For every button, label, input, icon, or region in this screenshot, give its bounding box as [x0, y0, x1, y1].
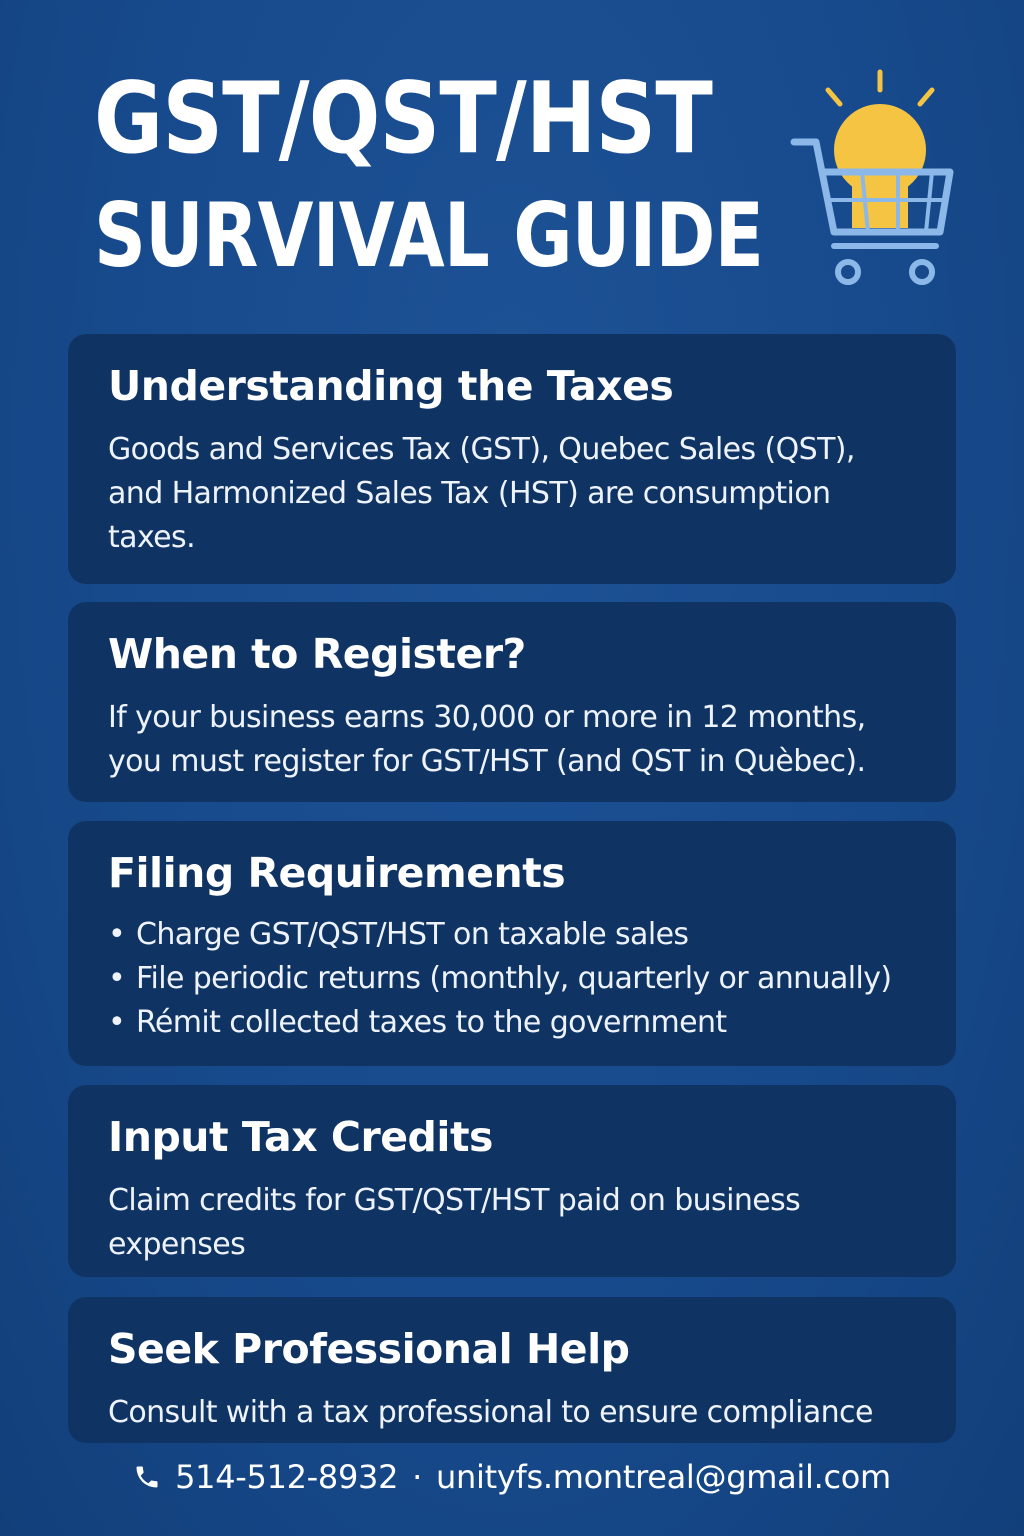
list-item: • Charge GST/QST/HST on taxable sales	[108, 917, 689, 952]
section-understanding-taxes	[68, 334, 956, 584]
section-input-tax-credits	[68, 1085, 956, 1277]
section-title: When to Register?	[108, 630, 526, 678]
section-body: Consult with a tax professional to ensure compliance	[108, 1395, 873, 1430]
list-item-text: Rémit collected taxes to the government	[136, 1005, 727, 1040]
list-item-text: Charge GST/QST/HST on taxable sales	[136, 917, 689, 952]
section-body: Claim credits for GST/QST/HST paid on business expenses	[108, 1183, 801, 1262]
separator: ·	[412, 1458, 423, 1496]
requirements-list	[108, 913, 916, 1045]
contact-info	[0, 1458, 1024, 1496]
list-item: • Rémit collected taxes to the government	[108, 1005, 727, 1040]
email-address[interactable]: unityfs.montreal@gmail.com	[436, 1458, 891, 1496]
title-line-2: SURVIVAL GUIDE	[94, 184, 764, 287]
section-title: Seek Professional Help	[108, 1325, 630, 1373]
section-title: Understanding the Taxes	[108, 362, 674, 410]
list-item-text: File periodic returns (monthly, quarterly or annually)	[136, 961, 892, 996]
phone-number[interactable]: 514-512-8932	[175, 1458, 399, 1496]
header	[94, 62, 794, 287]
phone-icon	[133, 1463, 161, 1491]
shopping-cart-lightbulb-icon	[786, 66, 958, 294]
section-body: Goods and Services Tax (GST), Quebec Sales (QST), and Harmonized Sales Tax (HST) are consumption taxes.	[108, 432, 855, 555]
section-title: Filing Requirements	[108, 849, 566, 897]
section-body: If your business earns 30,000 or more in 12 months, you must register for GST/HST (and QST in Quèbec).	[108, 700, 866, 779]
section-filing-requirements	[68, 821, 956, 1066]
list-item: • File periodic returns (monthly, quarterly or annually)	[108, 961, 892, 996]
section-when-to-register	[68, 602, 956, 802]
section-professional-help	[68, 1297, 956, 1443]
section-title: Input Tax Credits	[108, 1113, 493, 1161]
title-line-1: GST/QST/HST	[94, 62, 713, 176]
